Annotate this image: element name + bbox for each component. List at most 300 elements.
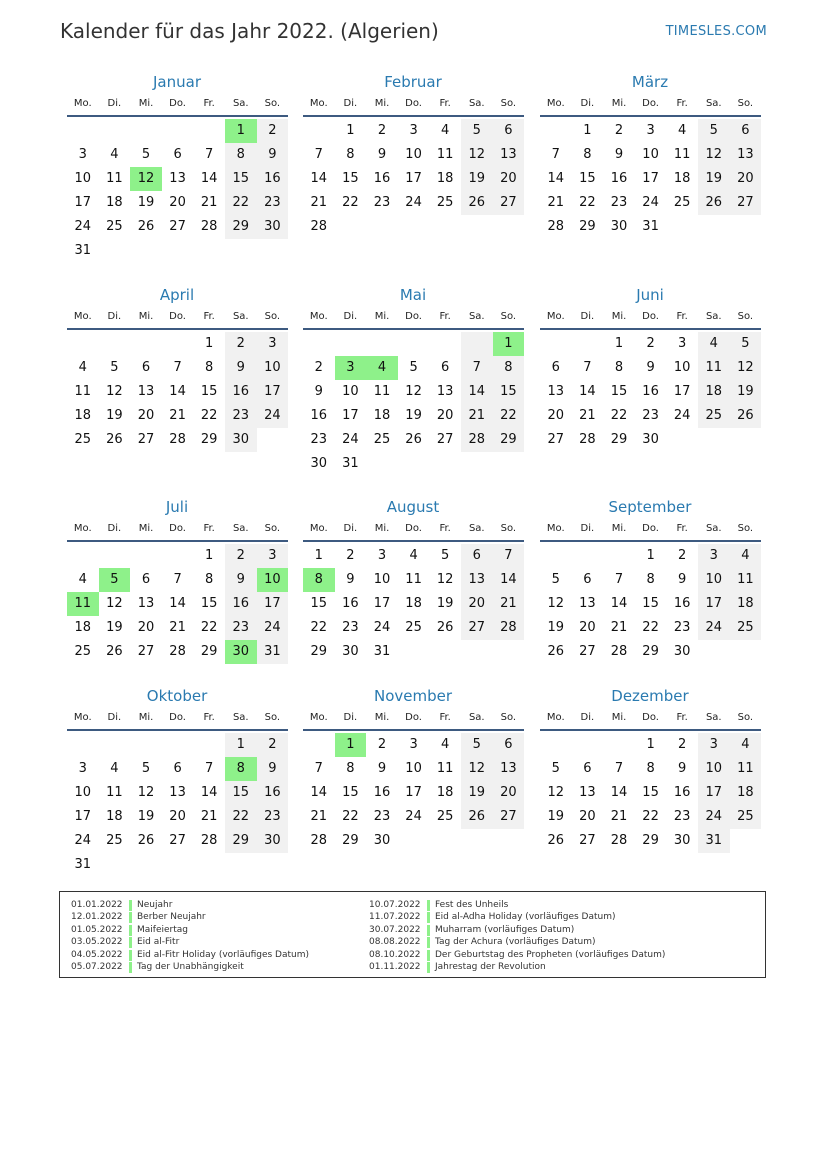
day-cell: 24 — [257, 404, 289, 428]
month-3 — [540, 72, 762, 239]
holiday-day-cell: 30 — [225, 640, 257, 664]
weekday-header — [303, 94, 525, 114]
legend-holiday-name: Eid al-Fitr — [137, 937, 180, 948]
month-rule — [303, 729, 524, 731]
weekday-label: Mo. — [73, 712, 92, 723]
day-cell: 7 — [205, 147, 214, 162]
day-cell: 14 — [310, 785, 328, 800]
weekday-header — [303, 708, 525, 728]
legend-row — [369, 949, 665, 961]
empty-day — [303, 119, 335, 143]
weekday-label: Mo. — [309, 98, 328, 109]
empty-day — [162, 733, 194, 757]
day-cell: 3 — [257, 332, 289, 356]
day-cell: 13 — [547, 384, 565, 399]
day-cell: 6 — [583, 761, 592, 776]
day-cell: 2 — [614, 123, 624, 138]
month-name: August — [386, 498, 440, 516]
legend-date: 30.07.2022 — [369, 924, 421, 935]
day-cell: 12 — [698, 143, 730, 167]
day-cell: 18 — [730, 781, 762, 805]
day-cell: 11 — [730, 757, 762, 781]
day-cell: 22 — [579, 195, 596, 210]
day-cell: 5 — [551, 761, 560, 776]
weekday-label: So. — [500, 523, 517, 534]
day-cell: 6 — [141, 572, 151, 587]
day-cell: 24 — [405, 195, 422, 210]
day-cell: 10 — [74, 171, 92, 186]
day-cell: 29 — [610, 432, 628, 447]
day-cell: 4 — [78, 360, 87, 375]
legend-color-bar — [129, 925, 132, 936]
day-cell: 14 — [169, 596, 186, 611]
empty-day — [67, 544, 99, 568]
weekday-label: Sa. — [232, 712, 249, 723]
weekday-label: Fr. — [203, 712, 215, 723]
weekday-label: So. — [500, 98, 517, 109]
day-cell: 6 — [441, 360, 450, 375]
weekday-label: Di. — [107, 311, 122, 322]
legend-color-bar — [427, 937, 430, 948]
month-name: November — [373, 687, 453, 705]
day-cell: 21 — [493, 592, 525, 616]
weekday-header — [540, 94, 762, 114]
day-cell: 29 — [642, 833, 659, 848]
holiday-day-cell: 8 — [303, 568, 335, 592]
day-cell: 27 — [547, 432, 565, 447]
day-cell: 5 — [409, 360, 418, 375]
day-cell: 28 — [493, 616, 525, 640]
month-name: Dezember — [611, 687, 689, 705]
month-name: Oktober — [146, 687, 208, 705]
holiday-day-cell: 4 — [366, 356, 398, 380]
day-cell: 17 — [405, 171, 422, 186]
weekday-header — [303, 519, 525, 539]
day-cell: 20 — [436, 408, 454, 423]
day-cell: 28 — [547, 219, 565, 234]
day-cell: 20 — [169, 809, 186, 824]
day-cell: 15 — [200, 596, 218, 611]
month-8 — [303, 497, 525, 664]
day-cell: 15 — [610, 384, 628, 399]
day-cell: 16 — [257, 781, 289, 805]
legend-color-bar — [129, 912, 132, 923]
day-cell: 22 — [642, 620, 659, 635]
day-cell: 3 — [377, 548, 387, 563]
day-cell: 9 — [346, 572, 355, 587]
day-cell: 26 — [547, 833, 565, 848]
day-cell: 11 — [730, 568, 762, 592]
day-cell: 16 — [673, 596, 691, 611]
month-10 — [67, 686, 289, 877]
day-cell: 27 — [461, 616, 493, 640]
weekday-label: Fr. — [203, 523, 215, 534]
day-cell: 13 — [169, 785, 186, 800]
month-9 — [540, 497, 762, 664]
weekday-label: Mo. — [546, 712, 565, 723]
day-cell: 16 — [373, 785, 391, 800]
holiday-day-cell: 10 — [257, 568, 289, 592]
day-cell: 19 — [461, 781, 493, 805]
weekday-label: Sa. — [468, 523, 485, 534]
weekday-label: Di. — [343, 311, 358, 322]
day-cell: 14 — [547, 171, 565, 186]
month-name: Juni — [636, 286, 664, 304]
site-link[interactable]: TIMESLES.COM — [665, 24, 767, 39]
empty-day — [67, 733, 99, 757]
day-cell: 29 — [225, 829, 257, 853]
weekday-label: So. — [264, 98, 281, 109]
holiday-day-cell: 1 — [493, 332, 525, 356]
day-cell: 30 — [257, 829, 289, 853]
weekday-label: Fr. — [676, 311, 688, 322]
empty-day — [572, 544, 604, 568]
weekday-header — [540, 519, 762, 539]
day-cell: 13 — [493, 757, 525, 781]
legend-holiday-name: Neujahr — [137, 900, 173, 910]
day-cell: 4 — [409, 548, 418, 563]
weekday-label: Do. — [169, 523, 186, 534]
day-cell: 22 — [225, 805, 257, 829]
day-cell: 15 — [342, 785, 359, 800]
weekday-label: Sa. — [705, 523, 722, 534]
day-cell: 31 — [257, 640, 289, 664]
day-grid — [303, 332, 525, 476]
day-cell: 15 — [200, 384, 218, 399]
month-rule — [303, 115, 524, 117]
day-cell: 28 — [461, 428, 493, 452]
empty-day — [130, 733, 162, 757]
day-cell: 13 — [579, 785, 596, 800]
day-cell: 22 — [200, 620, 218, 635]
legend-color-bar — [129, 962, 132, 973]
legend-row — [71, 961, 309, 973]
page-title: Kalender für das Jahr 2022. (Algerien) — [60, 19, 439, 43]
day-cell: 29 — [642, 644, 659, 659]
weekday-label: Sa. — [232, 311, 249, 322]
legend-color-bar — [427, 925, 430, 936]
day-grid — [67, 119, 289, 263]
weekday-label: Do. — [169, 98, 186, 109]
day-cell: 23 — [257, 805, 289, 829]
day-cell: 2 — [678, 548, 687, 563]
day-cell: 21 — [310, 809, 328, 824]
empty-day — [162, 332, 194, 356]
day-cell: 7 — [461, 356, 493, 380]
legend-holiday-name: Maifeiertag — [137, 924, 188, 935]
day-cell: 30 — [257, 215, 289, 239]
day-cell: 9 — [678, 572, 687, 587]
weekday-label: Fr. — [203, 311, 215, 322]
day-cell: 8 — [583, 147, 592, 162]
weekday-label: Mi. — [374, 712, 390, 723]
day-cell: 8 — [646, 761, 655, 776]
day-cell: 27 — [137, 644, 155, 659]
legend-color-bar — [427, 900, 430, 911]
weekday-label: Di. — [343, 98, 358, 109]
day-cell: 13 — [579, 596, 596, 611]
day-cell: 12 — [461, 757, 493, 781]
day-cell: 7 — [314, 147, 323, 162]
month-rule — [303, 540, 524, 542]
day-cell: 18 — [405, 596, 422, 611]
month-name: Januar — [153, 73, 201, 91]
day-cell: 12 — [106, 596, 123, 611]
day-cell: 16 — [342, 596, 359, 611]
day-cell: 31 — [642, 219, 659, 234]
weekday-label: Mi. — [611, 712, 627, 723]
day-cell: 25 — [74, 644, 92, 659]
legend-row — [369, 899, 665, 911]
legend-date: 05.07.2022 — [71, 961, 123, 972]
weekday-label: Mo. — [309, 523, 328, 534]
day-cell: 9 — [377, 761, 387, 776]
day-cell: 30 — [610, 219, 628, 234]
weekday-label: So. — [737, 712, 754, 723]
weekday-label: Mi. — [374, 98, 390, 109]
weekday-label: Fr. — [439, 712, 451, 723]
day-cell: 20 — [579, 809, 596, 824]
weekday-label: Mo. — [309, 712, 328, 723]
day-cell: 31 — [74, 243, 92, 258]
day-cell: 27 — [579, 833, 596, 848]
day-cell: 2 — [646, 336, 655, 351]
day-cell: 1 — [314, 548, 323, 563]
weekday-header — [67, 94, 289, 114]
legend-color-bar — [129, 950, 132, 961]
day-cell: 9 — [646, 360, 655, 375]
day-cell: 14 — [310, 171, 328, 186]
day-cell: 28 — [310, 833, 328, 848]
day-cell: 6 — [141, 360, 151, 375]
empty-day — [99, 119, 131, 143]
day-cell: 16 — [610, 171, 628, 186]
day-cell: 19 — [137, 195, 155, 210]
day-cell: 3 — [257, 544, 289, 568]
weekday-label: Fr. — [676, 98, 688, 109]
legend-color-bar — [427, 912, 430, 923]
day-cell: 7 — [583, 360, 592, 375]
weekday-label: So. — [500, 712, 517, 723]
month-name: September — [608, 498, 692, 516]
day-cell: 8 — [346, 147, 355, 162]
day-cell: 17 — [74, 195, 92, 210]
day-cell: 28 — [310, 219, 328, 234]
weekday-label: Do. — [642, 98, 659, 109]
day-grid — [540, 332, 762, 452]
day-cell: 3 — [409, 123, 418, 138]
weekday-label: Sa. — [705, 712, 722, 723]
weekday-label: Di. — [580, 311, 595, 322]
empty-day — [540, 733, 572, 757]
day-cell: 6 — [173, 761, 182, 776]
day-cell: 10 — [342, 384, 359, 399]
day-cell: 26 — [405, 432, 422, 447]
empty-day — [130, 544, 162, 568]
day-cell: 12 — [547, 596, 565, 611]
day-cell: 9 — [257, 757, 289, 781]
month-11 — [303, 686, 525, 853]
weekday-label: So. — [264, 712, 281, 723]
empty-day — [67, 119, 99, 143]
month-rule — [540, 540, 761, 542]
empty-day — [99, 733, 131, 757]
day-cell: 17 — [698, 592, 730, 616]
day-cell: 20 — [137, 620, 155, 635]
day-cell: 12 — [405, 384, 422, 399]
day-cell: 24 — [698, 805, 730, 829]
day-cell: 8 — [225, 143, 257, 167]
day-cell: 4 — [730, 544, 762, 568]
empty-day — [130, 119, 162, 143]
day-cell: 13 — [493, 143, 525, 167]
day-cell: 16 — [225, 380, 257, 404]
day-cell: 30 — [310, 456, 328, 471]
day-cell: 22 — [342, 195, 359, 210]
weekday-label: Mo. — [309, 311, 328, 322]
day-cell: 8 — [646, 572, 655, 587]
day-grid — [67, 332, 289, 452]
legend-date: 01.05.2022 — [71, 924, 123, 935]
day-cell: 16 — [673, 785, 691, 800]
day-cell: 1 — [205, 336, 214, 351]
day-cell: 2 — [346, 548, 355, 563]
day-cell: 10 — [405, 147, 422, 162]
day-cell: 29 — [342, 833, 359, 848]
weekday-label: Do. — [169, 311, 186, 322]
day-cell: 12 — [106, 384, 123, 399]
day-cell: 23 — [225, 404, 257, 428]
weekday-label: Sa. — [232, 523, 249, 534]
day-cell: 22 — [610, 408, 628, 423]
day-cell: 4 — [698, 332, 730, 356]
weekday-label: Sa. — [468, 311, 485, 322]
day-cell: 6 — [461, 544, 493, 568]
weekday-label: Di. — [580, 523, 595, 534]
legend-holiday-name: Muharram (vorläufiges Datum) — [435, 924, 575, 935]
day-cell: 11 — [106, 785, 123, 800]
day-cell: 11 — [698, 356, 730, 380]
day-cell: 23 — [673, 620, 691, 635]
day-cell: 19 — [436, 596, 454, 611]
month-4 — [67, 285, 289, 452]
day-cell: 24 — [74, 219, 92, 234]
day-cell: 28 — [610, 644, 628, 659]
day-cell: 20 — [579, 620, 596, 635]
day-cell: 18 — [106, 195, 123, 210]
day-cell: 4 — [441, 123, 450, 138]
weekday-label: So. — [264, 523, 281, 534]
day-cell: 21 — [200, 195, 218, 210]
legend-row — [369, 911, 665, 923]
day-cell: 10 — [642, 147, 659, 162]
day-cell: 31 — [342, 456, 359, 471]
day-cell: 18 — [74, 620, 92, 635]
weekday-label: Do. — [642, 523, 659, 534]
day-cell: 1 — [583, 123, 592, 138]
empty-day — [603, 733, 635, 757]
day-cell: 6 — [730, 119, 762, 143]
legend-date: 12.01.2022 — [71, 912, 123, 923]
legend-date: 08.10.2022 — [369, 949, 421, 960]
weekday-label: Sa. — [232, 98, 249, 109]
day-cell: 15 — [493, 380, 525, 404]
empty-day — [366, 332, 398, 356]
day-cell: 2 — [377, 123, 387, 138]
day-cell: 14 — [579, 384, 596, 399]
day-cell: 1 — [646, 548, 655, 563]
day-cell: 5 — [441, 548, 450, 563]
day-cell: 16 — [257, 167, 289, 191]
day-cell: 18 — [698, 380, 730, 404]
day-cell: 27 — [493, 191, 525, 215]
day-cell: 3 — [698, 544, 730, 568]
day-cell: 18 — [106, 809, 123, 824]
holiday-day-cell: 1 — [335, 733, 367, 757]
legend-row — [71, 949, 309, 961]
legend-color-bar — [427, 950, 430, 961]
day-cell: 19 — [730, 380, 762, 404]
day-cell: 26 — [436, 620, 454, 635]
day-cell: 12 — [137, 785, 155, 800]
weekday-label: Mo. — [73, 98, 92, 109]
day-cell: 2 — [225, 332, 257, 356]
day-cell: 15 — [642, 596, 659, 611]
weekday-header — [540, 307, 762, 327]
month-name: Februar — [384, 73, 442, 91]
weekday-label: Mi. — [138, 712, 154, 723]
day-cell: 5 — [730, 332, 762, 356]
day-cell: 9 — [225, 356, 257, 380]
weekday-label: Mi. — [138, 523, 154, 534]
day-cell: 30 — [673, 644, 691, 659]
day-cell: 20 — [461, 592, 493, 616]
day-cell: 29 — [200, 644, 218, 659]
day-cell: 27 — [579, 644, 596, 659]
day-cell: 2 — [257, 733, 289, 757]
day-cell: 25 — [405, 620, 422, 635]
day-grid — [540, 544, 762, 664]
month-2 — [303, 72, 525, 239]
legend-holiday-name: Eid al-Fitr Holiday (vorläufiges Datum) — [137, 949, 310, 960]
legend-row — [71, 911, 309, 923]
day-cell: 20 — [493, 781, 525, 805]
day-cell: 10 — [257, 356, 289, 380]
day-cell: 23 — [342, 620, 359, 635]
day-cell: 23 — [310, 432, 328, 447]
day-cell: 4 — [730, 733, 762, 757]
day-cell: 5 — [110, 360, 119, 375]
day-cell: 19 — [405, 408, 422, 423]
day-cell: 29 — [579, 219, 596, 234]
day-cell: 7 — [614, 761, 624, 776]
day-cell: 29 — [493, 428, 525, 452]
day-grid — [303, 733, 525, 853]
weekday-label: So. — [500, 311, 517, 322]
day-cell: 16 — [310, 408, 328, 423]
day-cell: 5 — [461, 119, 493, 143]
day-cell: 3 — [78, 761, 87, 776]
day-cell: 17 — [257, 592, 289, 616]
day-cell: 23 — [257, 191, 289, 215]
holiday-day-cell: 8 — [225, 757, 257, 781]
day-cell: 3 — [646, 123, 655, 138]
day-cell: 17 — [698, 781, 730, 805]
day-grid — [540, 733, 762, 853]
day-cell: 3 — [698, 733, 730, 757]
day-cell: 17 — [642, 171, 659, 186]
day-cell: 5 — [461, 733, 493, 757]
